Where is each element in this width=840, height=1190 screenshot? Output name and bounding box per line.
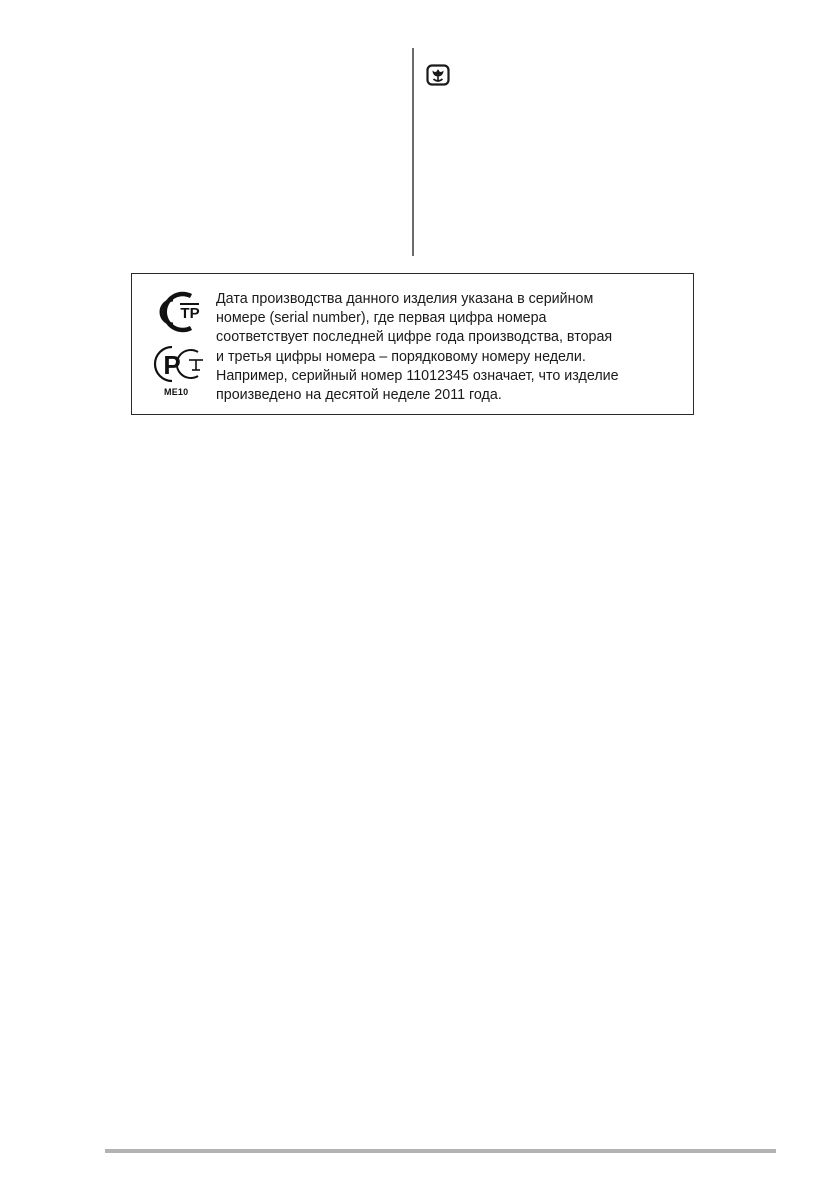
notice-text — [216, 290, 686, 405]
gost-certification-mark — [154, 290, 204, 334]
notice-line: произведено на десятой неделе 2011 года. — [216, 387, 502, 404]
notice-line: Дата производства данного изделия указана в серийном — [216, 291, 594, 307]
column-divider — [412, 48, 414, 256]
footer-rule — [105, 1149, 776, 1153]
manufacture-date-notice — [131, 273, 694, 415]
notice-line: Например, серийный номер 11012345 означает, что изделие — [216, 367, 619, 384]
notice-line: соответствует последней цифре года производства, вторая — [216, 329, 613, 346]
notice-line: номере (serial number), где первая цифра номера — [216, 310, 547, 327]
pct-certification-mark — [152, 344, 204, 384]
macro-flower-icon — [426, 64, 450, 86]
certificate-code: ME10 — [164, 387, 189, 397]
gost-mark-letters: ТР — [180, 305, 200, 322]
notice-line: и третья цифры номера – порядковому номеру недели. — [216, 348, 586, 365]
pct-mark-letter: Р — [163, 350, 181, 380]
